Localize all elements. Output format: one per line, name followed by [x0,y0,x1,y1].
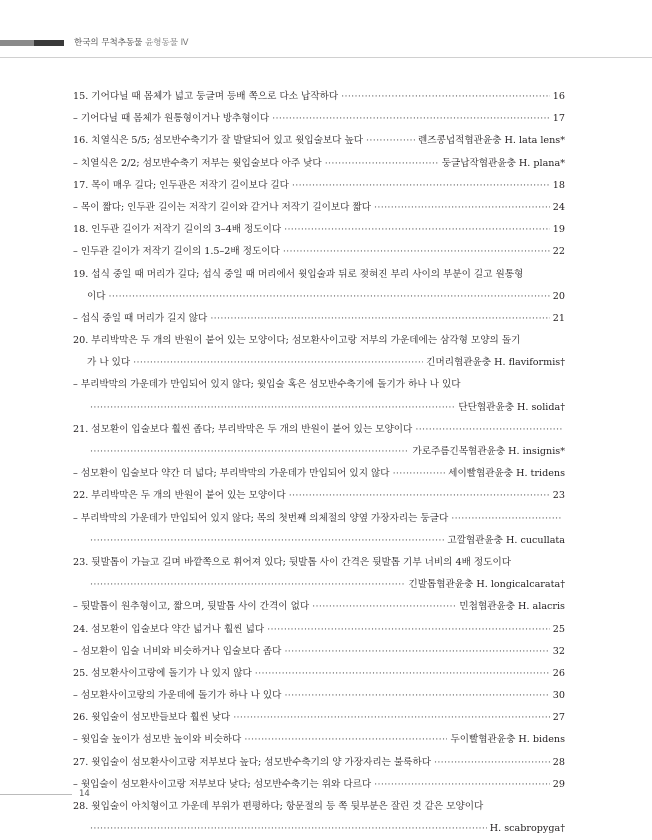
leader-dots [284,685,549,707]
key-row-text: 27. 윗입술이 섬모환사이고랑 저부보다 높다; 섬모반수축기의 양 가장자리는 불룩하다 [73,756,431,768]
key-row-text: – 부리박막의 가운데가 만입되어 있지 않다; 윗입술 혹은 섬모반수축기에 돌기가 하나 나 있다 [73,379,461,391]
key-row-text: – 윗입술이 섬모환사이고랑 저부보다 낮다; 섬모반수축기는 위와 다르다 [73,778,372,790]
key-row-target: 민첩협관윤충 H. alacris [459,601,565,613]
key-row-target: 18 [552,179,565,191]
key-row-text: – 인두관 길이가 저작기 길이의 1.5–2배 정도이다 [73,246,280,258]
key-row [73,552,565,574]
key-row [73,197,565,219]
key-row-text: – 섬모환이 입술보다 약간 더 넓다; 부리박막의 가운데가 만입되어 있지 않다 [73,468,390,480]
key-row [73,752,565,774]
leader-dots [312,596,456,618]
key-row-target: 32 [552,645,565,657]
key-row-text: 24. 섬모환이 입술보다 약간 넓거나 훨씬 넓다 [73,623,265,635]
key-row [73,374,565,396]
key-row [73,729,565,751]
key-row-text: – 섬모환사이고랑의 가운데에 돌기가 하나 나 있다 [73,690,282,702]
key-row-text: 28. 윗입술이 아치형이고 가운데 부위가 편평하다; 항문절의 등 쪽 뒷부분은 잘린 것 같은 모양이다 [73,801,484,812]
key-row-text: 21. 섬모환이 입술보다 훨씬 좁다; 부리박막은 두 개의 반원이 붙어 있는 모양이다 [73,423,413,435]
key-row-target: 26 [552,667,565,679]
key-row [73,175,565,197]
key-row-target: 27 [552,712,565,724]
leader-dots [289,485,550,507]
key-row [73,219,565,241]
key-row-target: 긴발톱협관윤충 H. longicalcarata† [408,579,565,591]
key-row-text: – 섭식 중일 때 머리가 길지 않다 [73,312,208,324]
leader-dots [451,508,562,530]
leader-dots [393,463,446,485]
key-row-text: 22. 부리박막은 두 개의 반원이 붙어 있는 모양이다 [73,490,286,502]
key-row [73,707,565,729]
leader-dots [233,707,550,729]
leader-dots [284,219,550,241]
key-row-target: 16 [552,91,565,102]
key-row-text: – 목이 짧다; 인두관 길이는 저작기 길이와 같거나 저작기 길이보다 짧다 [73,201,372,213]
key-row-target: 20 [552,290,565,302]
key-row-text: 17. 목이 매우 길다; 인두관은 저작기 길이보다 길다 [73,179,289,191]
key-row-target: 25 [552,623,565,635]
key-row-target: 고깔협관윤충 H. cucullata [447,534,565,546]
page-number: 14 [79,789,90,799]
key-row [73,685,565,707]
running-header [0,37,652,49]
key-row-target: 세이빨협관윤충 H. tridens [448,468,565,480]
key-row-target: 30 [552,690,565,702]
leader-dots [292,175,550,197]
leader-dots [90,441,409,463]
leader-dots [210,308,549,330]
key-row-target: 가로주름긴목협관윤충 H. insignis* [412,446,565,457]
key-row-target: 둥글납작협관윤충 H. plana* [441,157,565,169]
leader-dots [90,530,444,552]
leader-dots [374,774,550,796]
key-row [73,463,565,485]
key-row-text: 26. 윗입술이 섬모반들보다 훨씬 낮다 [73,712,231,724]
key-row [73,286,565,308]
key-row [73,264,565,286]
leader-dots [244,729,447,751]
key-row [73,330,565,352]
key-row-target: 24 [552,201,565,213]
key-row-text: – 뒷발톱이 원추형이고, 짧으며, 뒷발톱 사이 간격이 없다 [73,601,310,613]
key-row [73,530,565,552]
key-row [73,818,565,840]
key-row-target: 렌즈콩넙적협관윤충 H. lata lens* [418,135,565,147]
key-row-text: – 부리박막의 가운데가 만입되어 있지 않다; 목의 첫번째 의체절의 양옆 가장자리는 둥글다 [73,512,449,524]
header-bar-accent [34,40,64,46]
leader-dots [90,818,487,840]
leader-dots [109,286,550,308]
key-row-target: 23 [552,490,565,502]
leader-dots [255,663,550,685]
leader-dots [90,574,405,596]
key-row-target: 17 [552,113,565,125]
key-row-text: 18. 인두관 길이가 저작기 길이의 3–4배 정도이다 [73,224,282,236]
key-row [73,663,565,685]
key-row [73,485,565,507]
key-row-text: 가 나 있다 [87,357,131,369]
key-row [73,619,565,641]
leader-dots [374,197,550,219]
key-row-text: 23. 뒷발톱이 가늘고 길며 바깥쪽으로 휘어져 있다; 뒷발톱 사이 간격은 뒷발톱 기부 너비의 4배 정도이다 [73,556,511,568]
key-row [73,774,565,796]
key-row [73,508,565,530]
header-book-title: 한국의 무척추동물 [74,38,143,48]
key-row-target: 21 [552,312,565,324]
leader-dots [366,130,415,152]
key-row-target: 긴머리협관윤충 H. flaviformis† [426,357,565,369]
leader-dots [284,641,549,663]
key-row [73,130,565,152]
key-row-text: 16. 치열식은 5/5; 섬모반수축기가 잘 발달되어 있고 윗입술보다 높다 [73,135,364,147]
key-row [73,419,565,441]
key-row-target: H. scabropyga† [489,823,565,835]
key-row-target: 19 [552,224,565,236]
key-row-target: 단단협관윤충 H. solida† [458,401,565,413]
key-row-target: 28 [552,756,565,768]
identification-key [73,86,565,840]
key-row [73,796,565,818]
leader-dots [325,153,439,175]
key-row-text: 25. 섬모환사이고랑에 돌기가 나 있지 않다 [73,667,252,679]
leader-dots [272,108,550,130]
key-row-text: 20. 부리박막은 두 개의 반원이 붙어 있는 모양이다; 섬모환사이고랑 저부의 가운데에는 삼각형 모양의 돌기 [73,335,521,347]
key-row-target: 29 [552,778,565,790]
key-row-text: – 치열식은 2/2; 섬모반수축기 저부는 윗입술보다 아주 낮다 [73,157,322,169]
key-row [73,108,565,130]
key-row-text: – 윗입술 높이가 섬모반 높이와 비슷하다 [73,734,242,746]
key-row-text: 이다 [87,290,106,302]
leader-dots [415,419,562,441]
key-row-text: 15. 기어다닐 때 몸체가 넓고 둥글며 등배 쪽으로 다소 납작하다 [73,91,339,102]
leader-dots [133,352,423,374]
key-row-text: – 섬모환이 입술 너비와 비슷하거나 입술보다 좁다 [73,645,282,657]
key-row-text: – 기어다닐 때 몸체가 원통형이거나 방추형이다 [73,113,270,125]
key-row [73,441,565,463]
header-volume: 윤형동물 Ⅳ [145,38,189,48]
key-row [73,308,565,330]
key-row [73,86,565,108]
key-row [73,641,565,663]
leader-dots [90,397,455,419]
key-row [73,241,565,263]
key-row-target: 22 [552,246,565,258]
key-row [73,596,565,618]
key-row [73,352,565,374]
key-row-text: 19. 섭식 중일 때 머리가 길다; 섭식 중일 때 머리에서 윗입술과 뒤로 젖혀진 부리 사이의 부분이 길고 원통형 [73,268,524,280]
header-divider [0,57,652,58]
key-row [73,574,565,596]
footer-divider [0,794,72,795]
leader-dots [434,752,550,774]
leader-dots [341,86,550,108]
key-row [73,397,565,419]
leader-dots [267,619,550,641]
leader-dots [283,241,550,263]
key-row-target: 두이빨협관윤충 H. bidens [450,734,565,746]
key-row [73,153,565,175]
header-title [74,37,188,49]
